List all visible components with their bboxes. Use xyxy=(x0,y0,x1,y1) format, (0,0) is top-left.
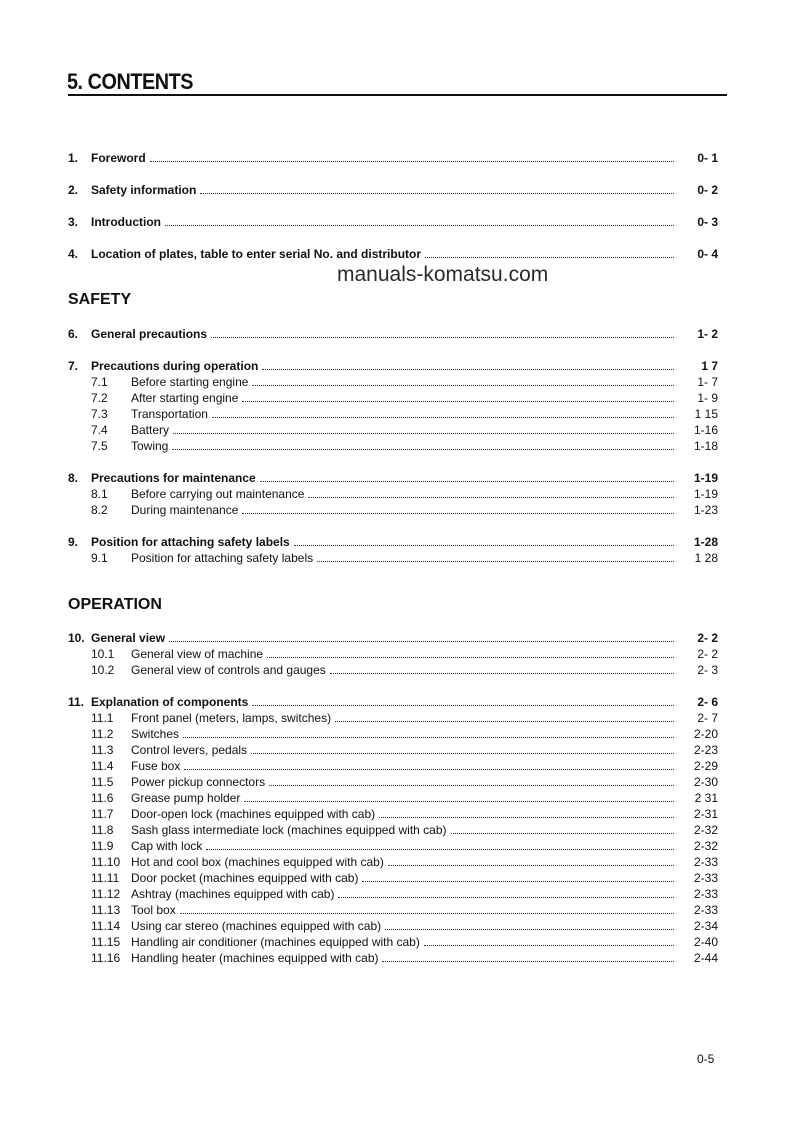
entry-number: 11.12 xyxy=(91,887,121,901)
toc-entry[interactable] xyxy=(68,854,718,870)
entry-page: 2-30 xyxy=(693,775,718,789)
toc-entry[interactable] xyxy=(68,630,718,646)
entry-page: 0- 3 xyxy=(697,215,718,229)
entry-number: 3. xyxy=(68,215,79,229)
entry-title: General view xyxy=(91,631,166,645)
dot-leader xyxy=(200,193,674,194)
entry-title: Precautions for maintenance xyxy=(91,471,256,485)
entry-number: 11.14 xyxy=(91,919,121,933)
toc-group xyxy=(68,326,718,342)
page-title: 5. CONTENTS xyxy=(67,69,193,94)
dot-leader xyxy=(308,497,674,498)
toc-entry[interactable] xyxy=(68,838,718,854)
dot-leader xyxy=(451,833,675,834)
entry-number: 11.6 xyxy=(91,791,114,805)
toc-entry[interactable] xyxy=(68,150,718,166)
entry-number: 11.13 xyxy=(91,903,121,917)
dot-leader xyxy=(362,881,674,882)
dot-leader xyxy=(330,673,674,674)
entry-page: 2- 2 xyxy=(697,631,718,645)
entry-page: 1-19 xyxy=(693,487,718,501)
toc-group xyxy=(68,534,718,566)
dot-leader xyxy=(338,897,674,898)
entry-number: 1. xyxy=(68,151,79,165)
entry-title: Towing xyxy=(131,439,169,453)
toc-entry[interactable] xyxy=(68,646,718,662)
entry-page: 1-16 xyxy=(693,423,718,437)
entry-page: 2-33 xyxy=(693,903,718,917)
dot-leader xyxy=(251,753,674,754)
dot-leader xyxy=(150,161,674,162)
entry-page: 2-33 xyxy=(693,871,718,885)
entry-number: 10.1 xyxy=(91,647,115,661)
entry-page: 1-23 xyxy=(693,503,718,517)
dot-leader xyxy=(242,513,674,514)
entry-number: 11.3 xyxy=(91,743,114,757)
dot-leader xyxy=(424,945,674,946)
entry-number: 7.3 xyxy=(91,407,108,421)
entry-number: 11.1 xyxy=(91,711,114,725)
entry-page: 2-29 xyxy=(693,759,718,773)
entry-title: Before carrying out maintenance xyxy=(131,487,305,501)
entry-title: Safety information xyxy=(91,183,197,197)
toc-entry[interactable] xyxy=(68,358,718,374)
entry-title: Location of plates, table to enter serial No. and distributor xyxy=(91,247,422,261)
dot-leader xyxy=(172,449,674,450)
entry-title: Position for attaching safety labels xyxy=(91,535,290,549)
toc-entry[interactable] xyxy=(68,438,718,454)
toc-entry[interactable] xyxy=(68,550,718,566)
toc-group xyxy=(68,358,718,454)
entry-number: 2. xyxy=(68,183,79,197)
entry-title: Switches xyxy=(131,727,180,741)
entry-page: 2- 2 xyxy=(697,647,718,661)
toc-entry[interactable] xyxy=(68,918,718,934)
entry-page: 2-23 xyxy=(693,743,718,757)
dot-leader xyxy=(379,817,674,818)
entry-number: 8.1 xyxy=(91,487,108,501)
toc-entry[interactable] xyxy=(68,950,718,966)
entry-title: Control levers, pedals xyxy=(131,743,248,757)
entry-title: Power pickup connectors xyxy=(131,775,266,789)
entry-number: 9. xyxy=(68,535,79,549)
dot-leader xyxy=(262,369,674,370)
entry-number: 7.4 xyxy=(91,423,108,437)
entry-page: 2-33 xyxy=(693,887,718,901)
dot-leader xyxy=(260,481,674,482)
entry-number: 11.16 xyxy=(91,951,121,965)
dot-leader xyxy=(212,417,674,418)
section-heading-safety: SAFETY xyxy=(68,291,132,308)
entry-page: 0- 1 xyxy=(697,151,718,165)
toc-entry[interactable] xyxy=(68,886,718,902)
entry-number: 7.2 xyxy=(91,391,108,405)
dot-leader xyxy=(388,865,674,866)
entry-number: 7. xyxy=(68,359,79,373)
dot-leader xyxy=(252,705,674,706)
entry-page: 2 31 xyxy=(694,791,718,805)
toc-group xyxy=(68,470,718,518)
entry-page: 2-32 xyxy=(693,823,718,837)
entry-title: General view of machine xyxy=(131,647,264,661)
toc-entry[interactable] xyxy=(68,934,718,950)
entry-title: Transportation xyxy=(131,407,208,421)
entry-number: 11.2 xyxy=(91,727,114,741)
entry-title: Tool box xyxy=(131,903,176,917)
title-underline xyxy=(68,94,727,96)
entry-title: Before starting engine xyxy=(131,375,249,389)
entry-number: 11.8 xyxy=(91,823,114,837)
toc-entry[interactable] xyxy=(68,662,718,678)
toc-entry[interactable] xyxy=(68,806,718,822)
entry-number: 11.10 xyxy=(91,855,121,869)
entry-page: 1- 7 xyxy=(697,375,718,389)
dot-leader xyxy=(317,561,674,562)
entry-page: 1 15 xyxy=(694,407,718,421)
toc-entry[interactable] xyxy=(68,534,718,550)
toc-entry[interactable] xyxy=(68,758,718,774)
entry-number: 11.7 xyxy=(91,807,114,821)
toc-entry[interactable] xyxy=(68,726,718,742)
entry-page: 1-28 xyxy=(693,535,718,549)
entry-number: 11.9 xyxy=(91,839,114,853)
toc-entry[interactable] xyxy=(68,182,718,198)
dot-leader xyxy=(242,401,674,402)
entry-page: 2-44 xyxy=(693,951,718,965)
toc-entry[interactable] xyxy=(68,326,718,342)
entry-page: 1 28 xyxy=(694,551,718,565)
toc-entry[interactable] xyxy=(68,710,718,726)
entry-page: 2-40 xyxy=(693,935,718,949)
page-number: 0-5 xyxy=(697,1052,715,1066)
entry-title: Sash glass intermediate lock (machines equipped with cab) xyxy=(131,823,447,837)
entry-title: Fuse box xyxy=(131,759,181,773)
toc-entry[interactable] xyxy=(68,774,718,790)
entry-page: 0- 4 xyxy=(697,247,718,261)
dot-leader xyxy=(244,801,674,802)
toc-entry[interactable] xyxy=(68,406,718,422)
toc-entry[interactable] xyxy=(68,870,718,886)
entry-page: 1- 2 xyxy=(697,327,718,341)
entry-number: 8. xyxy=(68,471,79,485)
toc-group xyxy=(68,182,718,198)
entry-page: 2-32 xyxy=(693,839,718,853)
entry-title: Explanation of components xyxy=(91,695,249,709)
toc-entry[interactable] xyxy=(68,374,718,390)
entry-number: 10. xyxy=(68,631,85,645)
entry-title: Position for attaching safety labels xyxy=(131,551,314,565)
entry-number: 7.1 xyxy=(91,375,108,389)
entry-number: 11. xyxy=(68,695,85,709)
entry-page: 2- 6 xyxy=(697,695,718,709)
entry-page: 2-34 xyxy=(693,919,718,933)
dot-leader xyxy=(269,785,674,786)
entry-title: Cap with lock xyxy=(131,839,203,853)
entry-title: Door-open lock (machines equipped with cab) xyxy=(131,807,376,821)
dot-leader xyxy=(173,433,674,434)
entry-number: 9.1 xyxy=(91,551,108,565)
dot-leader xyxy=(184,769,674,770)
toc-entry[interactable] xyxy=(68,822,718,838)
entry-title: Battery xyxy=(131,423,170,437)
entry-title: Grease pump holder xyxy=(131,791,241,805)
dot-leader xyxy=(425,257,674,258)
entry-number: 11.5 xyxy=(91,775,114,789)
dot-leader xyxy=(169,641,674,642)
dot-leader xyxy=(335,721,674,722)
dot-leader xyxy=(165,225,674,226)
entry-title: After starting engine xyxy=(131,391,239,405)
section-heading-operation: OPERATION xyxy=(68,596,162,613)
dot-leader xyxy=(211,337,674,338)
entry-title: Handling heater (machines equipped with cab) xyxy=(131,951,379,965)
entry-title: Door pocket (machines equipped with cab) xyxy=(131,871,359,885)
entry-number: 6. xyxy=(68,327,79,341)
entry-title: Ashtray (machines equipped with cab) xyxy=(131,887,335,901)
entry-number: 8.2 xyxy=(91,503,108,517)
entry-page: 1-19 xyxy=(693,471,718,485)
toc-entry[interactable] xyxy=(68,502,718,518)
watermark: manuals-komatsu.com xyxy=(337,263,549,286)
toc-entry[interactable] xyxy=(68,214,718,230)
entry-title: During maintenance xyxy=(131,503,239,517)
entry-title: Introduction xyxy=(91,215,161,229)
entry-title: Hot and cool box (machines equipped with cab) xyxy=(131,855,384,869)
toc-group xyxy=(68,630,718,678)
entry-page: 2-31 xyxy=(693,807,718,821)
toc-group xyxy=(68,694,718,966)
entry-page: 1 7 xyxy=(701,359,718,373)
entry-page: 2- 7 xyxy=(697,711,718,725)
toc-entry[interactable] xyxy=(68,486,718,502)
entry-number: 11.4 xyxy=(91,759,114,773)
toc-entry[interactable] xyxy=(68,742,718,758)
entry-page: 0- 2 xyxy=(697,183,718,197)
entry-page: 1- 9 xyxy=(697,391,718,405)
toc-entry[interactable] xyxy=(68,694,718,710)
entry-title: General precautions xyxy=(91,327,208,341)
entry-page: 1-18 xyxy=(693,439,718,453)
toc-group xyxy=(68,214,718,230)
entry-page: 2- 3 xyxy=(697,663,718,677)
entry-title: General view of controls and gauges xyxy=(131,663,326,677)
dot-leader xyxy=(382,961,674,962)
dot-leader xyxy=(267,657,674,658)
entry-number: 10.2 xyxy=(91,663,115,677)
dot-leader xyxy=(252,385,674,386)
toc-entry[interactable] xyxy=(68,390,718,406)
toc-group xyxy=(68,150,718,166)
toc-group xyxy=(68,246,718,262)
entry-title: Foreword xyxy=(91,151,146,165)
entry-page: 2-33 xyxy=(693,855,718,869)
toc-entry[interactable] xyxy=(68,790,718,806)
dot-leader xyxy=(206,849,674,850)
entry-page: 2-20 xyxy=(693,727,718,741)
entry-title: Using car stereo (machines equipped with cab) xyxy=(131,919,382,933)
dot-leader xyxy=(180,913,674,914)
toc-entry[interactable] xyxy=(68,246,718,262)
toc-entry[interactable] xyxy=(68,902,718,918)
toc-entry[interactable] xyxy=(68,422,718,438)
entry-number: 4. xyxy=(68,247,79,261)
dot-leader xyxy=(385,929,674,930)
entry-title: Precautions during operation xyxy=(91,359,259,373)
entry-number: 11.15 xyxy=(91,935,121,949)
entry-number: 7.5 xyxy=(91,439,108,453)
entry-title: Front panel (meters, lamps, switches) xyxy=(131,711,332,725)
dot-leader xyxy=(294,545,674,546)
toc-entry[interactable] xyxy=(68,470,718,486)
dot-leader xyxy=(183,737,674,738)
entry-title: Handling air conditioner (machines equipped with cab) xyxy=(131,935,420,949)
entry-number: 11.11 xyxy=(91,871,120,885)
